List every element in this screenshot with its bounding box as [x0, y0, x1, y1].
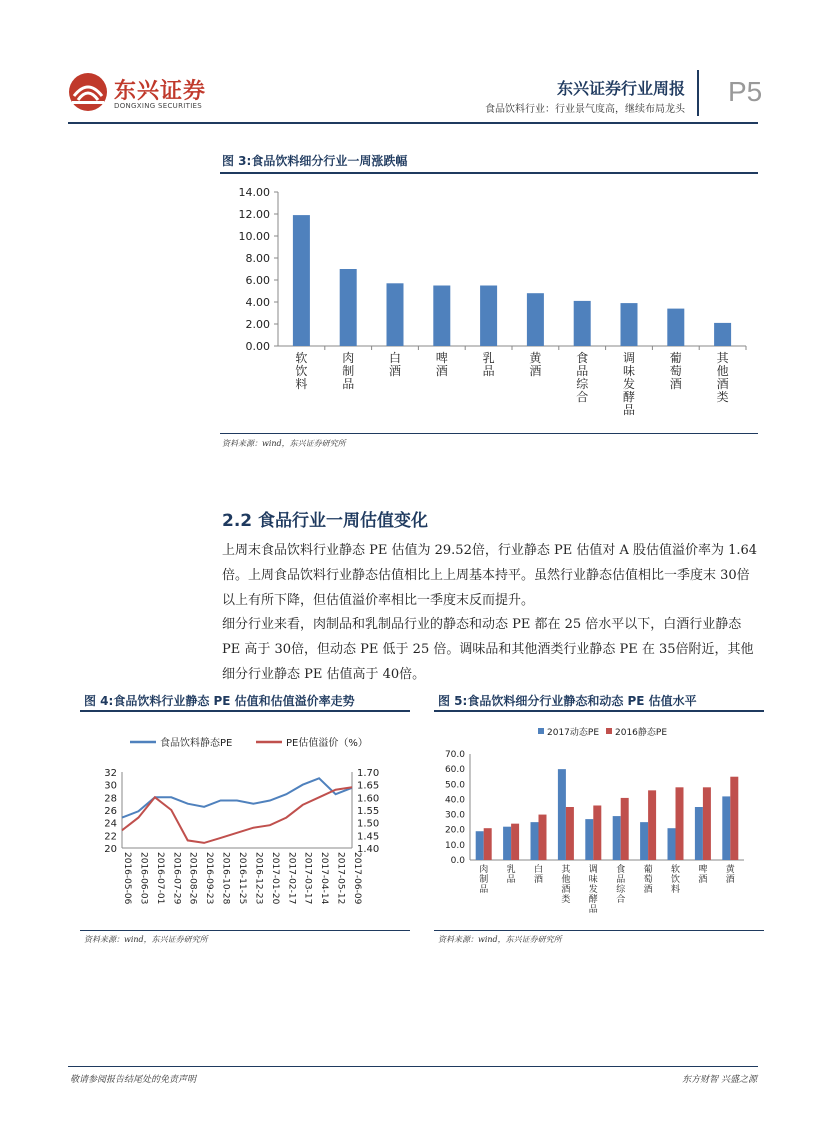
- logo-english-name: DONGXING SECURITIES: [114, 102, 203, 110]
- bar-2017-dynamic-pe: [476, 831, 484, 860]
- figure4-bottom-rule: [80, 930, 410, 931]
- legend-label-2016: 2016静态PE: [615, 728, 668, 738]
- bar: [293, 215, 310, 346]
- figure3-source: 资料来源：wind，东兴证券研究所: [222, 439, 346, 448]
- x-tick-label: 2016-06-03: [138, 852, 149, 905]
- bar-2017-dynamic-pe: [668, 828, 676, 860]
- y-tick-label: 6.00: [245, 274, 270, 287]
- footer-disclaimer: 敬请参阅报告结尾处的免责声明: [70, 1075, 197, 1085]
- y-tick-label: 30.0: [444, 810, 465, 821]
- section-title: 2.2 食品行业一周估值变化: [222, 511, 429, 531]
- figure3-title: 图 3:食品饮料细分行业一周涨跌幅: [222, 154, 408, 168]
- x-tick-label: 软饮料: [670, 865, 681, 895]
- bar-2017-dynamic-pe: [613, 816, 621, 860]
- x-tick-label: 调味发酵品: [622, 351, 636, 417]
- x-tick-label: 黄酒: [725, 865, 735, 885]
- series-line-premium: [122, 787, 352, 843]
- figure5-top-rule: [434, 710, 764, 712]
- figure5-title: 图 5:食品饮料细分行业静态和动态 PE 估值水平: [438, 694, 697, 708]
- x-tick-label: 2017-02-17: [286, 852, 297, 905]
- right-tick-label: 1.60: [357, 793, 380, 805]
- x-tick-label: 2016-07-29: [171, 852, 182, 905]
- y-tick-label: 60.0: [444, 765, 465, 776]
- left-tick-label: 22: [104, 831, 117, 843]
- y-tick-label: 20.0: [444, 825, 465, 836]
- page-number: P5: [728, 76, 763, 107]
- legend-swatch-2016: [606, 728, 612, 734]
- section-paragraph-2: 细分行业来看，肉制品和乳制品行业的静态和动态 PE 都在 25 倍水平以下，白酒行业静态 PE 高于 30倍，但动态 PE 低于 25 倍。调味品和其他酒类行业静态 PE 在 35倍附近，其他细分行业静态 PE 估值高于 40倍。: [222, 617, 754, 682]
- bar-2016-static-pe: [676, 787, 684, 860]
- logo-chinese-name: 东兴证券: [114, 79, 207, 104]
- bar-2017-dynamic-pe: [503, 827, 511, 860]
- y-tick-label: 40.0: [444, 795, 465, 806]
- bar: [433, 286, 450, 347]
- right-tick-label: 1.40: [357, 844, 380, 855]
- header-rule: [68, 122, 758, 124]
- x-tick-label: 2017-01-20: [269, 852, 280, 905]
- x-tick-label: 其他酒类: [716, 351, 729, 404]
- right-tick-label: 1.55: [357, 806, 380, 817]
- figure3-top-rule: [220, 172, 758, 174]
- right-tick-label: 1.70: [357, 768, 380, 779]
- bar-2017-dynamic-pe: [640, 822, 648, 860]
- x-tick-label: 2017-06-09: [352, 852, 362, 905]
- x-tick-label: 白酒: [533, 865, 544, 885]
- bar: [387, 283, 404, 346]
- x-tick-label: 2016-07-01: [154, 852, 165, 905]
- y-tick-label: 14.00: [238, 186, 270, 199]
- bar: [574, 301, 591, 346]
- y-tick-label: 8.00: [245, 252, 270, 265]
- x-tick-label: 调味发酵品: [588, 865, 598, 915]
- figure5-bottom-rule: [434, 930, 764, 931]
- x-tick-label: 其他酒类: [561, 865, 571, 905]
- bar-2016-static-pe: [511, 824, 519, 860]
- x-tick-label: 2016-09-23: [204, 852, 215, 905]
- left-tick-label: 32: [104, 768, 117, 779]
- x-tick-label: 2017-03-17: [302, 852, 313, 905]
- bar: [667, 309, 684, 346]
- x-tick-label: 食品综合: [616, 865, 626, 905]
- section-paragraph-1: 上周末食品饮料行业静态 PE 估值为 29.52倍，行业静态 PE 估值对 A 股估值溢价率为 1.64 倍。上周食品饮料行业静态估值相比上上周基本持平。虽然行业静态估值相比一季度末 30倍以上有所下降，但估值溢价率相比一季度末反而提升。: [222, 543, 758, 608]
- right-tick-label: 1.50: [357, 818, 380, 830]
- figure5-grouped-bar-chart: [434, 714, 764, 926]
- left-tick-label: 28: [104, 793, 117, 805]
- x-tick-label: 2017-05-12: [335, 852, 346, 905]
- bar-2017-dynamic-pe: [585, 819, 593, 860]
- bar: [480, 286, 497, 347]
- y-tick-label: 12.00: [238, 208, 270, 221]
- x-tick-label: 肉制品: [342, 351, 355, 391]
- y-tick-label: 0.0: [450, 856, 465, 866]
- x-tick-label: 2016-10-28: [220, 852, 231, 905]
- y-tick-label: 2.00: [245, 318, 270, 331]
- figure4-title: 图 4:食品饮料行业静态 PE 估值和估值溢价率走势: [84, 694, 355, 708]
- bar-2016-static-pe: [593, 805, 601, 860]
- figure4-source: 资料来源：wind，东兴证券研究所: [84, 935, 208, 944]
- right-tick-label: 1.65: [357, 780, 380, 792]
- x-tick-label: 2017-04-14: [319, 852, 330, 905]
- bar: [714, 323, 731, 346]
- y-tick-label: 4.00: [245, 296, 270, 309]
- right-tick-label: 1.45: [357, 831, 380, 843]
- x-tick-label: 白酒: [388, 351, 402, 378]
- bar-2016-static-pe: [484, 828, 492, 860]
- y-tick-label: 0.00: [245, 340, 270, 353]
- bar-2017-dynamic-pe: [695, 807, 703, 860]
- company-logo: [68, 72, 208, 116]
- legend-label-premium: PE估值溢价（%）: [286, 738, 368, 749]
- left-tick-label: 30: [104, 780, 117, 792]
- bar-2016-static-pe: [539, 815, 547, 860]
- bar-2016-static-pe: [730, 777, 738, 860]
- x-tick-label: 软饮料: [295, 351, 308, 391]
- report-title: 东兴证券行业周报: [556, 79, 685, 98]
- bar-2017-dynamic-pe: [531, 822, 539, 860]
- x-tick-label: 2016-05-06: [122, 852, 132, 905]
- footer-rule: [68, 1066, 758, 1067]
- figure3-bottom-rule: [220, 433, 758, 434]
- figure4-line-chart: [80, 714, 410, 926]
- y-tick-label: 10.00: [238, 230, 270, 243]
- x-tick-label: 2016-11-25: [237, 852, 247, 905]
- bar-2016-static-pe: [621, 798, 629, 860]
- bar: [340, 269, 357, 346]
- left-tick-label: 20: [104, 844, 117, 855]
- x-tick-label: 乳品: [506, 865, 516, 885]
- left-tick-label: 26: [104, 806, 117, 817]
- x-tick-label: 食品综合: [576, 351, 589, 404]
- x-tick-label: 黄酒: [529, 351, 542, 378]
- y-tick-label: 10.0: [444, 840, 465, 851]
- x-tick-label: 乳品: [482, 351, 495, 378]
- footer-slogan: 东方财智 兴盛之源: [682, 1075, 757, 1085]
- x-tick-label: 葡萄酒: [643, 865, 653, 895]
- x-tick-label: 啤酒: [435, 351, 448, 378]
- legend-swatch-2017: [538, 728, 544, 734]
- bar-2016-static-pe: [648, 790, 656, 860]
- legend-label-2017: 2017动态PE: [547, 728, 600, 738]
- bar: [527, 293, 544, 346]
- bar: [621, 303, 638, 346]
- figure4-top-rule: [80, 710, 410, 712]
- x-tick-label: 啤酒: [698, 865, 708, 885]
- bar-2017-dynamic-pe: [558, 769, 566, 860]
- x-tick-label: 2016-12-23: [253, 852, 264, 905]
- x-tick-label: 肉制品: [479, 865, 489, 895]
- bar-2017-dynamic-pe: [722, 796, 730, 860]
- y-tick-label: 50.0: [444, 780, 465, 791]
- y-tick-label: 70.0: [444, 750, 465, 760]
- figure5-source: 资料来源：wind，东兴证券研究所: [438, 935, 562, 944]
- legend-label-pe: 食品饮料静态PE: [160, 738, 233, 749]
- logo-emblem-icon: [68, 72, 112, 112]
- x-tick-label: 2016-08-26: [187, 852, 198, 905]
- report-subtitle: 食品饮料行业：行业景气度高，继续布局龙头: [485, 104, 685, 115]
- x-tick-label: 葡萄酒: [669, 351, 682, 391]
- left-tick-label: 24: [104, 818, 117, 830]
- bar-2016-static-pe: [703, 787, 711, 860]
- header-vertical-divider: [697, 70, 699, 116]
- bar-2016-static-pe: [566, 807, 574, 860]
- figure3-bar-chart: [220, 176, 758, 431]
